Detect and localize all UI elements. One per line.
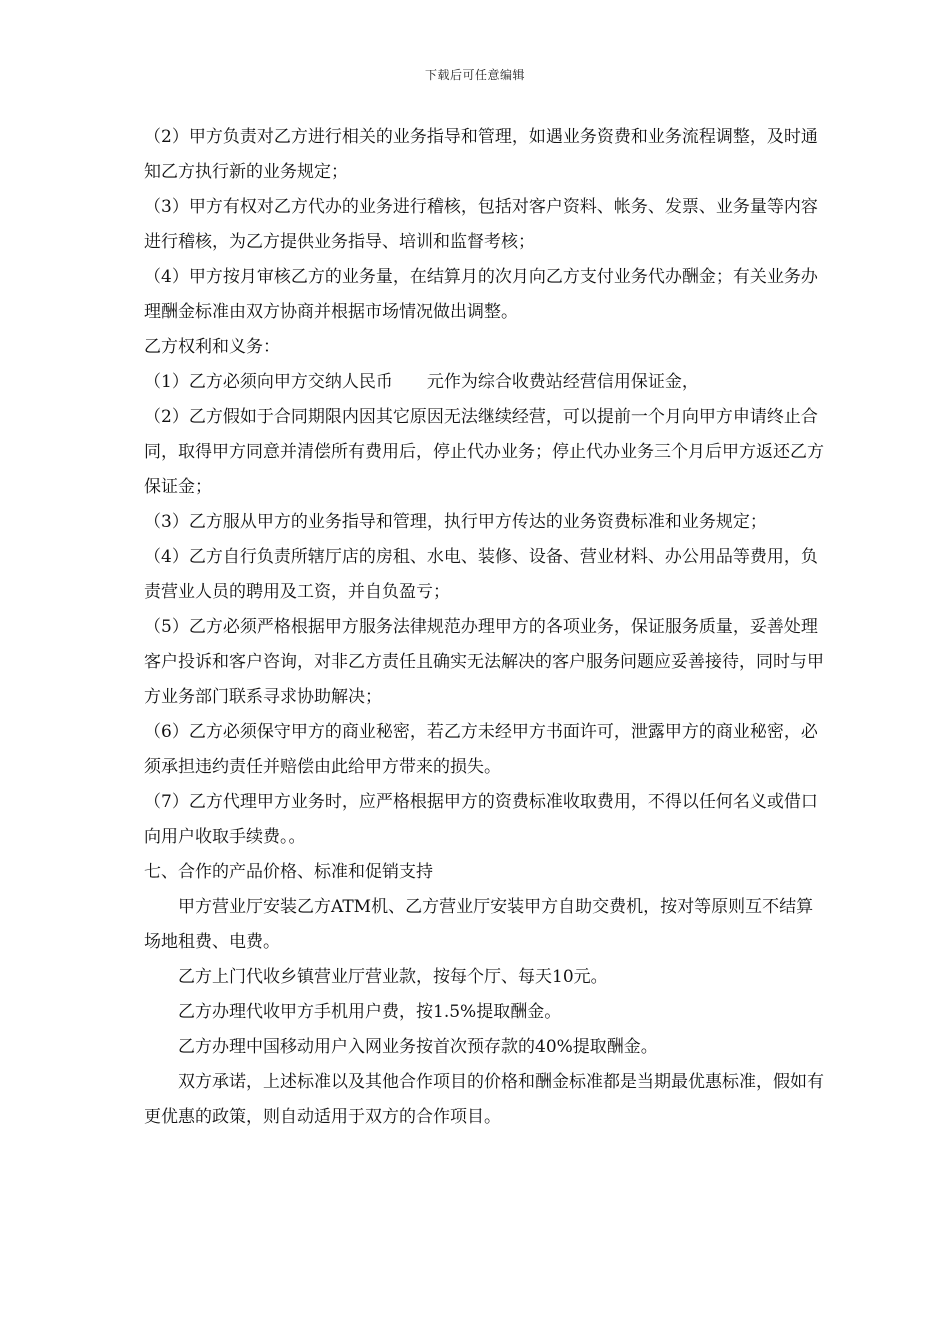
page-header: 下载后可任意编辑 bbox=[424, 68, 525, 82]
paragraph: （7）乙方代理甲方业务时，应严格根据甲方的资费标准收取费用，不得以任何名义或借口向用户收取手续费。。 bbox=[144, 792, 818, 847]
paragraph: （3）甲方有权对乙方代办的业务进行稽核，包括对客户资料、帐务、发票、业务量等内容进行稽核，为乙方提供业务指导、培训和监督考核； bbox=[144, 197, 818, 252]
paragraph: （3）乙方服从甲方的业务指导和管理，执行甲方传达的业务资费标准和业务规定； bbox=[144, 512, 767, 532]
paragraph: 甲方营业厅安装乙方ATM机、乙方营业厅安装甲方自助交费机，按对等原则互不结算场地租费、电费。 bbox=[144, 897, 814, 952]
paragraph: （4）甲方按月审核乙方的业务量，在结算月的次月向乙方支付业务代办酬金；有关业务办理酬金标准由双方协商并根据市场情况做出调整。 bbox=[144, 267, 818, 322]
paragraph: （4）乙方自行负责所辖厅店的房租、水电、装修、设备、营业材料、办公用品等费用，负责营业人员的聘用及工资，并自负盈亏； bbox=[144, 547, 818, 602]
paragraph: 乙方上门代收乡镇营业厅营业款，按每个厅、每天10元。 bbox=[178, 967, 608, 987]
paragraph: （5）乙方必须严格根据甲方服务法律规范办理甲方的各项业务，保证服务质量，妥善处理客户投诉和客户咨询，对非乙方责任且确实无法解决的客户服务问题应妥善接待，同时与甲方业务部门联系寻求协助解决； bbox=[144, 617, 824, 707]
section-heading: 七、合作的产品价格、标准和促销支持 bbox=[144, 862, 433, 882]
section-heading: 乙方权利和义务： bbox=[144, 337, 280, 357]
paragraph: （6）乙方必须保守甲方的商业秘密，若乙方未经甲方书面许可，泄露甲方的商业秘密，必须承担违约责任并赔偿由此给甲方带来的损失。 bbox=[144, 722, 818, 777]
paragraph: 乙方办理中国移动用户入网业务按首次预存款的40%提取酬金。 bbox=[178, 1037, 658, 1057]
document-body bbox=[144, 120, 824, 1135]
paragraph: 双方承诺，上述标准以及其他合作项目的价格和酬金标准都是当期最优惠标准，假如有更优惠的政策，则自动适用于双方的合作项目。 bbox=[144, 1072, 824, 1127]
paragraph: 乙方办理代收甲方手机用户费，按1.5%提取酬金。 bbox=[178, 1002, 562, 1022]
paragraph: （2）乙方假如于合同期限内因其它原因无法继续经营，可以提前一个月向甲方申请终止合同，取得甲方同意并清偿所有费用后，停止代办业务；停止代办业务三个月后甲方返还乙方保证金； bbox=[144, 407, 824, 497]
paragraph: （1）乙方必须向甲方交纳人民币 元作为综合收费站经营信用保证金， bbox=[144, 372, 699, 392]
paragraph: （2）甲方负责对乙方进行相关的业务指导和管理，如遇业务资费和业务流程调整，及时通知乙方执行新的业务规定； bbox=[144, 127, 818, 182]
